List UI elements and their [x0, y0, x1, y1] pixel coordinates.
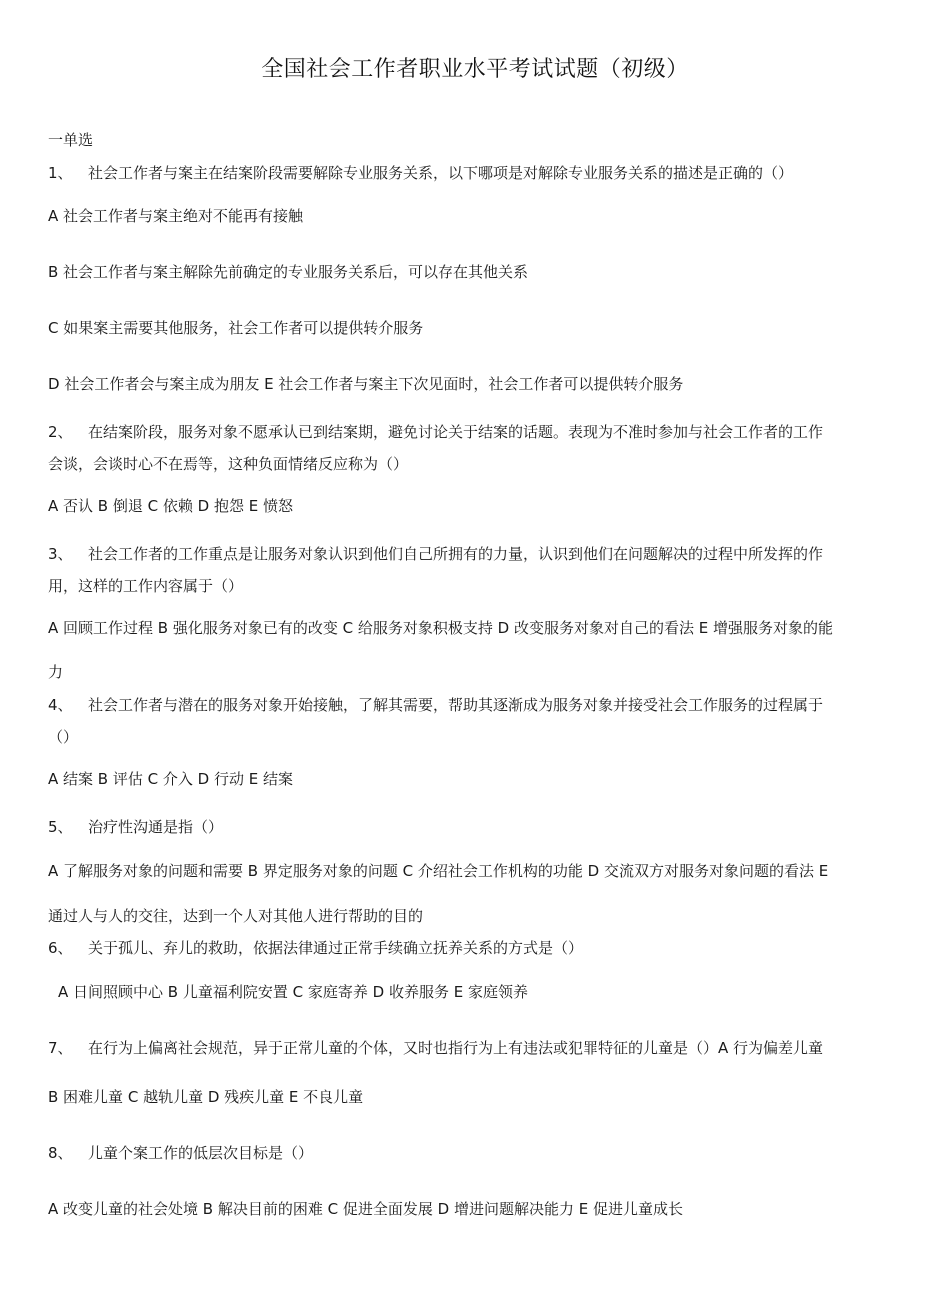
question-6 [48, 938, 904, 958]
q2-options: A 否认 B 倒退 C 依赖 D 抱怨 E 愤怒 [48, 497, 293, 515]
q1-option-a: A 社会工作者与案主绝对不能再有接触 [48, 207, 304, 225]
q5-options: A 了解服务对象的问题和需要 B 界定服务对象的问题 C 介绍社会工作机构的功能 D 交流双方对服务对象问题的看法 E [48, 862, 829, 880]
question-7-cont: B 困难儿童 C 越轨儿童 D 残疾儿童 E 不良儿童 [48, 1088, 364, 1106]
question-number: 7、 [48, 1039, 73, 1057]
question-number: 2、 [48, 423, 73, 441]
q3-options-cont: 力 [48, 663, 64, 681]
question-7 [48, 1038, 904, 1058]
question-5 [48, 817, 904, 837]
question-2-cont: 会谈，会谈时心不在焉等，这种负面情绪反应称为（） [48, 455, 409, 473]
question-4-cont: （） [48, 728, 79, 746]
question-8 [48, 1143, 904, 1163]
question-number: 8、 [48, 1144, 73, 1162]
q1-option-de: D 社会工作者会与案主成为朋友 E 社会工作者与案主下次见面时，社会工作者可以提供转介服务 [48, 375, 684, 393]
question-text: 治疗性沟通是指（） [88, 818, 224, 836]
question-text: 社会工作者与潜在的服务对象开始接触，了解其需要，帮助其逐渐成为服务对象并接受社会工作服务的过程属于 [88, 696, 824, 714]
question-number: 3、 [48, 545, 73, 563]
question-1 [48, 163, 904, 183]
q8-options: A 改变儿童的社会处境 B 解决目前的困难 C 促进全面发展 D 增进问题解决能力 E 促进儿童成长 [48, 1200, 683, 1218]
page-title: 全国社会工作者职业水平考试试题（初级） [261, 57, 689, 82]
section-heading: 一单选 [48, 131, 94, 149]
q3-options: A 回顾工作过程 B 强化服务对象已有的改变 C 给服务对象积极支持 D 改变服务对象对自己的看法 E 增强服务对象的能 [48, 619, 833, 637]
question-text: 社会工作者与案主在结案阶段需要解除专业服务关系，以下哪项是对解除专业服务关系的描述是正确的（） [88, 164, 794, 182]
question-number: 5、 [48, 818, 73, 836]
question-number: 4、 [48, 696, 73, 714]
question-3 [48, 544, 904, 564]
question-text: 在结案阶段，服务对象不愿承认已到结案期，避免讨论关于结案的话题。表现为不准时参加与社会工作者的工作 [88, 423, 824, 441]
question-text: 儿童个案工作的低层次目标是（） [88, 1144, 314, 1162]
q1-option-b: B 社会工作者与案主解除先前确定的专业服务关系后，可以存在其他关系 [48, 263, 529, 281]
q4-options: A 结案 B 评估 C 介入 D 行动 E 结案 [48, 770, 293, 788]
q6-options: A 日间照顾中心 B 儿童福利院安置 C 家庭寄养 D 收养服务 E 家庭领养 [58, 983, 528, 1001]
q1-option-c: C 如果案主需要其他服务，社会工作者可以提供转介服务 [48, 319, 424, 337]
question-text: 社会工作者的工作重点是让服务对象认识到他们自己所拥有的力量，认识到他们在问题解决的过程中所发挥的作 [88, 545, 824, 563]
question-text: 在行为上偏离社会规范，异于正常儿童的个体，又时也指行为上有违法或犯罪特征的儿童是（）A 行为偏差儿童 [88, 1039, 824, 1057]
question-number: 1、 [48, 164, 73, 182]
question-4 [48, 695, 904, 715]
question-number: 6、 [48, 939, 73, 957]
q5-options-cont: 通过人与人的交往，达到一个人对其他人进行帮助的目的 [48, 907, 424, 925]
question-text: 关于孤儿、弃儿的救助，依据法律通过正常手续确立抚养关系的方式是（） [88, 939, 584, 957]
question-3-cont: 用，这样的工作内容属于（） [48, 577, 244, 595]
question-2 [48, 422, 904, 442]
